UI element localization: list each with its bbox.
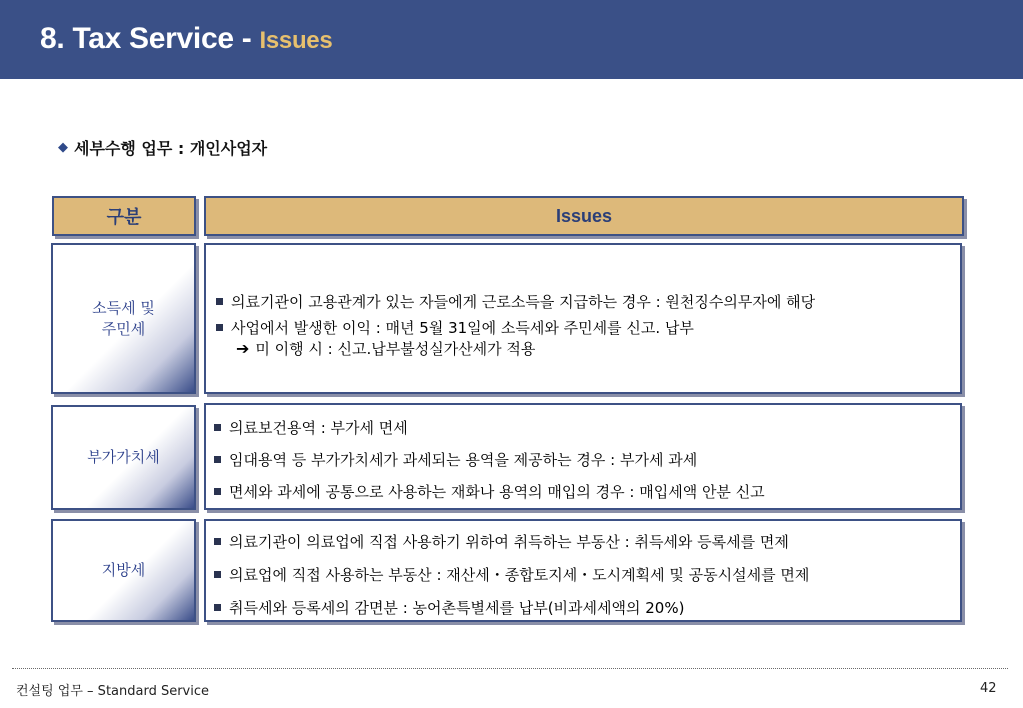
issues-cell-local-tax (204, 519, 962, 622)
square-bullet-icon (214, 488, 221, 495)
footer-caption: 컨설팅 업무 – Standard Service (16, 684, 210, 699)
page-title-main: 8. Tax Service - (40, 22, 260, 55)
page-title (40, 22, 332, 56)
list-item (216, 317, 694, 338)
list-item (214, 597, 684, 618)
footer-divider (12, 668, 1008, 669)
square-bullet-icon (214, 456, 221, 463)
category-label: 소득세 및 (92, 298, 155, 317)
list-item (214, 564, 809, 585)
list-item-text: 의료업에 직접 사용하는 부동산 : 재산세・종합토지세・도시계획세 및 공동시설세를 면제 (229, 566, 810, 584)
category-label: 지방세 (101, 561, 146, 579)
list-item-text: 의료기관이 의료업에 직접 사용하기 위하여 취득하는 부동산 : 취득세와 등록세를 면제 (229, 533, 789, 551)
section-subtitle (58, 136, 267, 159)
list-item (214, 417, 408, 438)
issues-cell-vat (204, 403, 962, 510)
subtitle-text: 세부수행 업무 : 개인사업자 (74, 139, 268, 158)
list-item-text: 의료보건용역 : 부가세 면세 (229, 419, 408, 437)
page-title-accent: Issues (259, 27, 333, 54)
list-item (214, 449, 697, 470)
category-label: 주민세 (101, 319, 146, 338)
square-bullet-icon (214, 604, 221, 611)
list-item-text: 취득세와 등록세의 감면분 : 농어촌특별세를 납부(비과세세액의 20%) (229, 599, 685, 617)
column-header-issues: Issues (204, 196, 964, 236)
square-bullet-icon (214, 538, 221, 545)
list-item (214, 481, 765, 502)
list-item (214, 531, 789, 552)
square-bullet-icon (214, 424, 221, 431)
list-item-text: 면세와 과세에 공통으로 사용하는 재화나 용역의 매입의 경우 : 매입세액 안분 신고 (229, 483, 765, 501)
category-cell-vat (51, 405, 196, 510)
issues-cell-income-tax (204, 243, 962, 394)
page-number: 42 (980, 681, 997, 696)
list-item-note (236, 338, 535, 359)
list-item-text: 임대용역 등 부가가치세가 과세되는 용역을 제공하는 경우 : 부가세 과세 (229, 451, 698, 469)
list-item-text: 의료기관이 고용관계가 있는 자들에게 근로소득을 지급하는 경우 : 원천징수의무자에 해당 (231, 293, 816, 311)
square-bullet-icon (216, 298, 223, 305)
square-bullet-icon (216, 324, 223, 331)
list-item (216, 291, 815, 312)
square-bullet-icon (214, 571, 221, 578)
arrow-right-icon: ➔ (236, 339, 250, 358)
category-cell-local-tax (51, 519, 196, 622)
note-text: 미 이행 시 : 신고.납부불성실가산세가 적용 (255, 340, 536, 358)
list-item-text: 사업에서 발생한 이익 : 매년 5월 31일에 소득세와 주민세를 신고. 납부 (231, 319, 694, 337)
category-cell-income-tax (51, 243, 196, 394)
header-bar (0, 0, 1023, 79)
column-header-category: 구분 (52, 196, 196, 236)
diamond-icon: ◆ (58, 140, 68, 155)
category-label: 부가가치세 (87, 448, 160, 466)
